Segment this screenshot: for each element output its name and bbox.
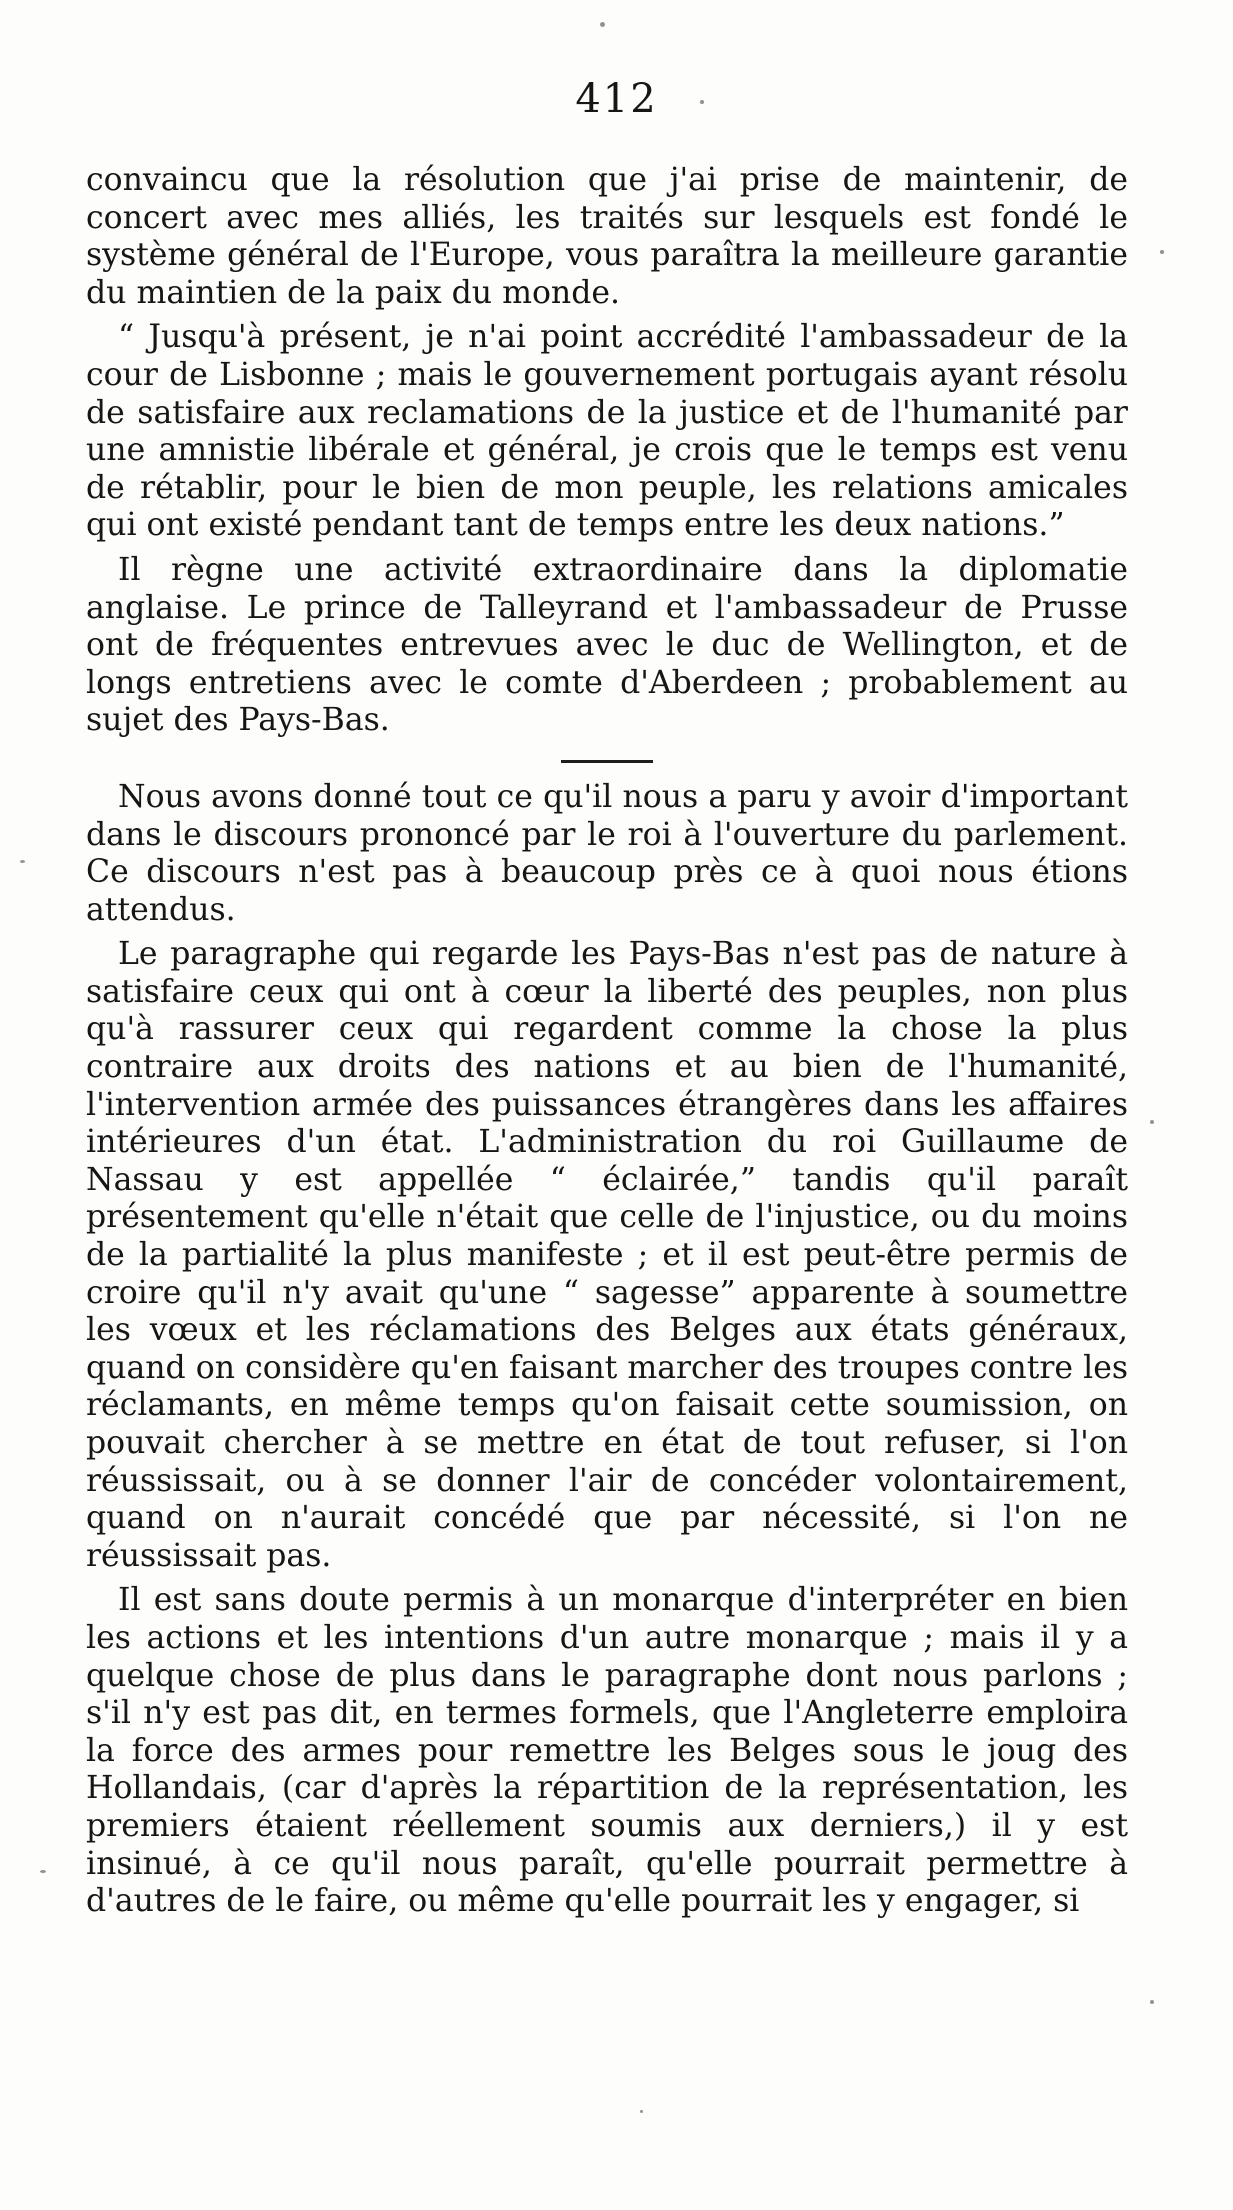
- print-speck: [1160, 250, 1164, 254]
- paragraph-3: Il règne une activité extraordinaire dans la diplomatie anglaise. Le prince de Talleyrand et l'ambassadeur de Prusse ont de fréquentes entrevues avec le duc de Wellington, et de longs entretiens avec le comte d'Aberdeen ; probablement au sujet des Pays-Bas.: [86, 551, 1128, 739]
- page-number: 412: [575, 76, 658, 122]
- paragraph-5: Le paragraphe qui regarde les Pays-Bas n'est pas de nature à satisfaire ceux qui ont à cœur la liberté des peuples, non plus qu'à rassurer ceux qui regardent comme la chose la plus contraire aux droits des nations et au bien de l'humanité, l'intervention armée des puissances étrangères dans les affaires intérieures d'un état. L'administration du roi Guillaume de Nassau y est appellée “ éclairée,” tandis qu'il paraît présentement qu'elle n'était que celle de l'injustice, ou du moins de la partialité la plus manifeste ; et il est peut-être permis de croire qu'il n'y avait qu'une “ sagesse” apparente à soumettre les vœux et les réclamations des Belges aux états généraux, quand on considère qu'en faisant marcher des troupes contre les réclamants, en même temps qu'on faisait cette soumission, on pouvait chercher à se mettre en état de tout refuser, si l'on réussissait, ou à se donner l'air de concéder volontairement, quand on n'aurait concédé que par nécessité, si l'on ne réussissait pas.: [86, 936, 1128, 1574]
- body-text: [86, 162, 1128, 1921]
- print-speck: [20, 860, 25, 863]
- paragraph-1: convaincu que la résolution que j'ai prise de maintenir, de concert avec mes alliés, les traités sur lesquels est fondé le système général de l'Europe, vous paraîtra la meilleure garantie du maintien de la paix du monde.: [86, 162, 1128, 311]
- paragraph-6: Il est sans doute permis à un monarque d'interpréter en bien les actions et les intentions d'un autre monarque ; mais il y a quelque chose de plus dans le paragraphe dont nous parlons ; s'il n'y est pas dit, en termes formels, que l'Angleterre emploira la force des armes pour remettre les Belges sous le joug des Hollandais, (car d'après la répartition de la représentation, les premiers étaient réellement soumis aux derniers,) il y est insinué, à ce qu'il nous paraît, qu'elle pourrait permettre à d'autres de le faire, ou même qu'elle pourrait les y engager, si: [86, 1582, 1128, 1920]
- print-speck: [700, 100, 704, 104]
- print-speck: [40, 1870, 46, 1873]
- print-speck: [600, 22, 605, 27]
- section-divider: [561, 760, 653, 763]
- paragraph-2: “ Jusqu'à présent, je n'ai point accrédité l'ambassadeur de la cour de Lisbonne ; mais le gouvernement portugais ayant résolu de satisfaire aux reclamations de la justice et de l'humanité par une amnistie libérale et général, je crois que le temps est venu de rétablir, pour le bien de mon peuple, les relations amicales qui ont existé pendant tant de temps entre les deux nations.”: [86, 319, 1128, 544]
- paragraph-4: Nous avons donné tout ce qu'il nous a paru y avoir d'important dans le discours prononcé par le roi à l'ouverture du parlement. Ce discours n'est pas à beaucoup près ce à quoi nous étions attendus.: [86, 778, 1128, 928]
- print-speck: [1150, 2000, 1154, 2004]
- print-speck: [640, 2110, 643, 2113]
- print-speck: [1150, 1120, 1154, 1124]
